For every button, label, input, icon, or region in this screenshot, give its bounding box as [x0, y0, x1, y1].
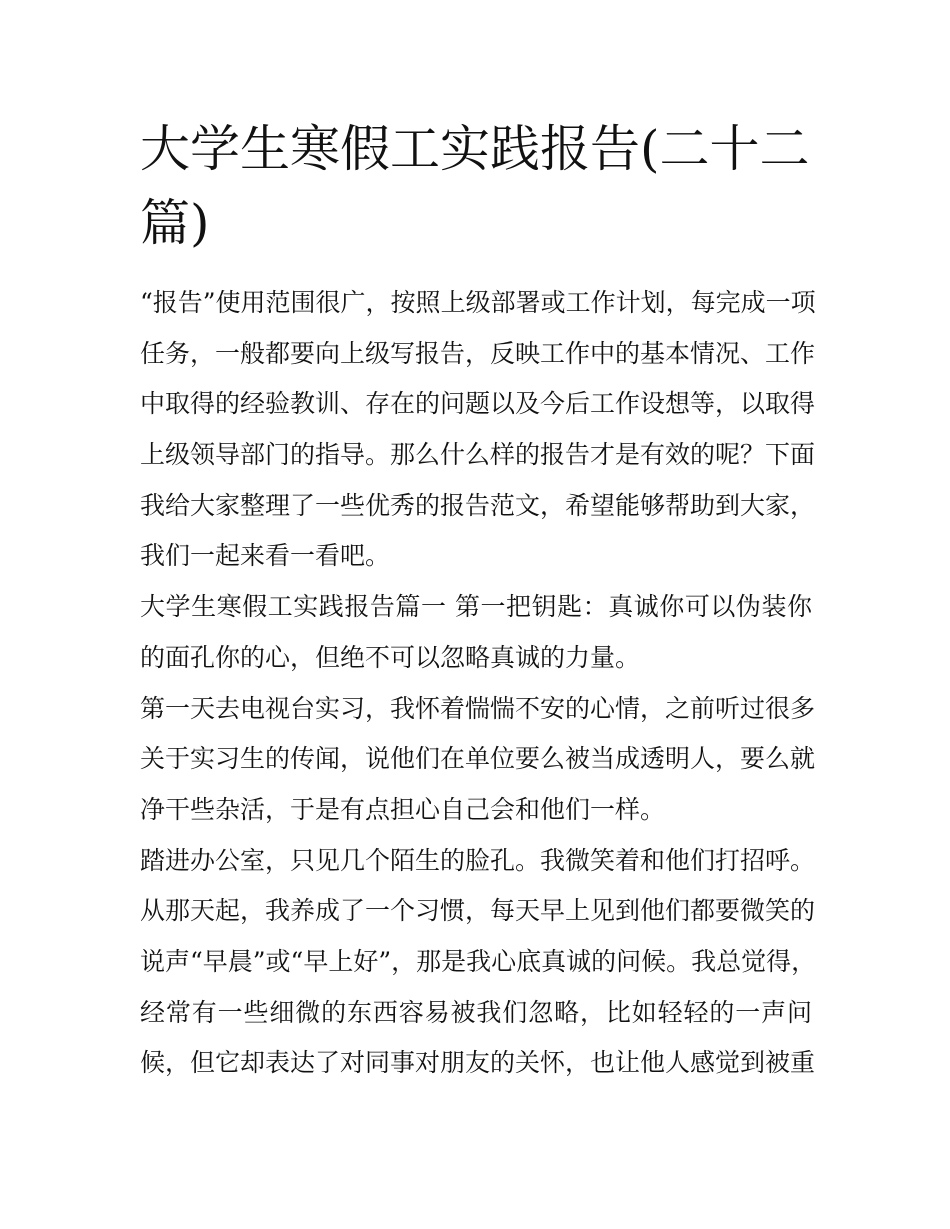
body-line-15: 经常有一些细微的东西容易被我们忽略，比如轻轻的一声问 [140, 997, 812, 1027]
body-line-5: 我给大家整理了一些优秀的报告范文，希望能够帮助到大家， [140, 490, 816, 520]
body-line-7: 大学生寒假工实践报告篇一 第一把钥匙：真诚你可以伪装你 [140, 592, 812, 622]
document-title-line-1: 大学生寒假工实践报告(二十二 [140, 120, 810, 178]
body-line-16: 候，但它却表达了对同事对朋友的关怀，也让他人感觉到被重 [140, 1048, 816, 1078]
body-line-2: 任务，一般都要向上级写报告，反映工作中的基本情况、工作 [140, 338, 816, 368]
body-line-12: 踏进办公室，只见几个陌生的脸孔。我微笑着和他们打招呼。 [140, 845, 816, 875]
body-line-4: 上级领导部门的指导。那么什么样的报告才是有效的呢？下面 [140, 440, 816, 470]
body-line-13: 从那天起，我养成了一个习惯，每天早上见到他们都要微笑的 [140, 896, 816, 926]
body-line-9: 第一天去电视台实习，我怀着惴惴不安的心情，之前听过很多 [140, 693, 816, 723]
body-line-6: 我们一起来看一看吧。 [140, 541, 391, 571]
body-line-8: 的面孔你的心，但绝不可以忽略真诚的力量。 [140, 642, 641, 672]
body-line-10: 关于实习生的传闻，说他们在单位要么被当成透明人，要么就 [140, 744, 816, 774]
body-line-14: 说声“早晨”或“早上好”，那是我心底真诚的问候。我总觉得， [140, 946, 817, 976]
document-body [140, 278, 817, 1089]
body-line-11: 净干些杂活，于是有点担心自己会和他们一样。 [140, 794, 666, 824]
document-title-line-2: 篇) [140, 194, 210, 252]
document-content [140, 112, 817, 1089]
document-title [140, 112, 812, 260]
body-line-3: 中取得的经验教训、存在的问题以及今后工作设想等，以取得 [140, 389, 816, 419]
body-line-1: “报告”使用范围很广，按照上级部署或工作计划，每完成一项 [140, 288, 816, 317]
